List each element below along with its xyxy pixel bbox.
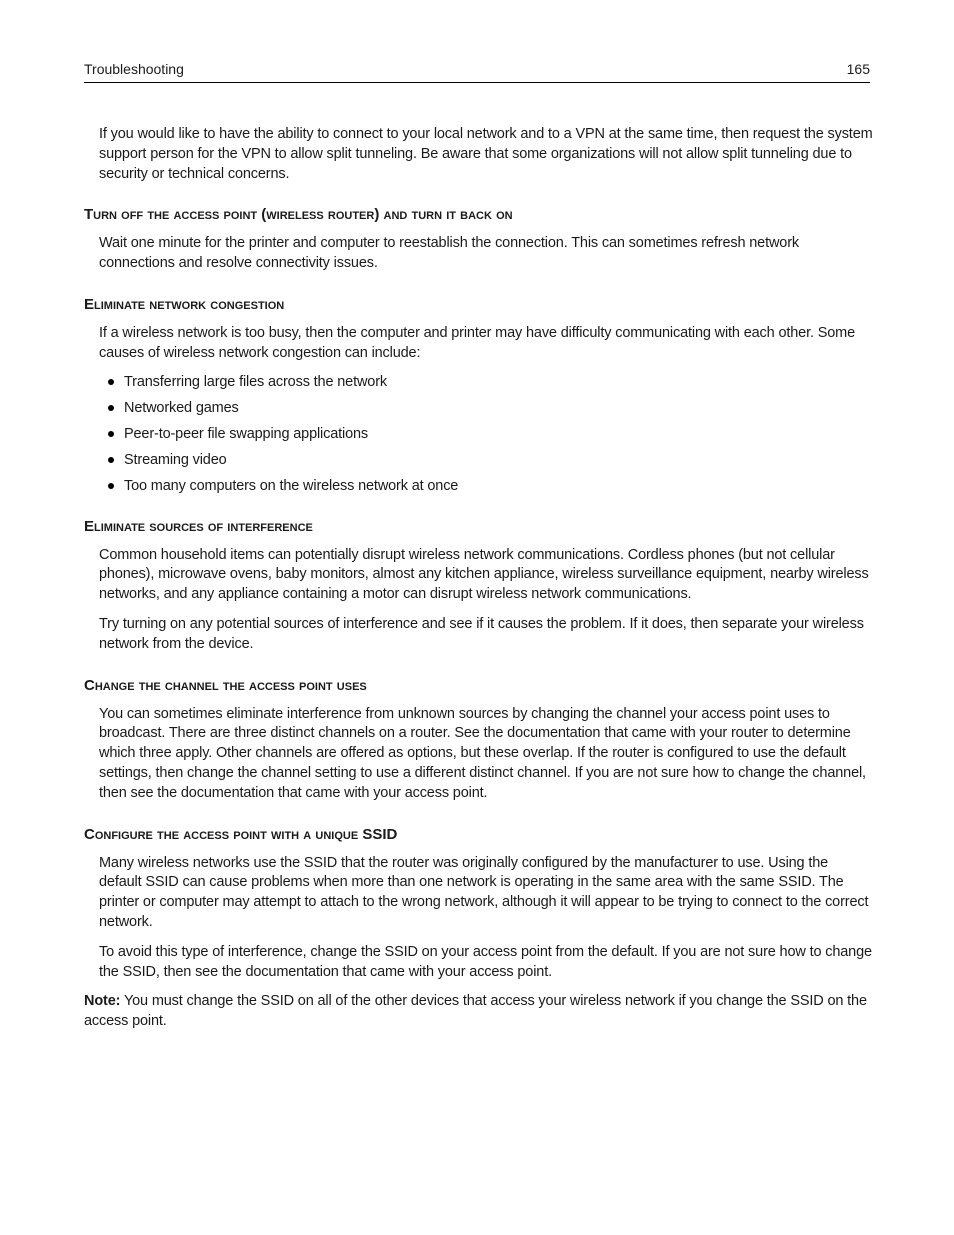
list-item-text: Peer-to-peer file swapping applications (124, 425, 369, 442)
section-paragraph: Wait one minute for the printer and computer to reestablish the connection. This can sometimes refresh network connections and resolve connectivity issues. (99, 235, 799, 272)
note-label: Note: (84, 993, 121, 1010)
list-item-text: Too many computers on the wireless network at once (124, 477, 459, 494)
note-text: You must change the SSID on all of the other devices that access your wireless network if you change the SSID on the access point. (84, 993, 867, 1030)
section-paragraph: If a wireless network is too busy, then the computer and printer may have difficulty communicating with each other. Some causes of wireless network congestion can include: (99, 324, 855, 361)
section-paragraph: To avoid this type of interference, change the SSID on your access point from the default. If you are not sure how to change the SSID, then see the documentation that came with your access point. (99, 943, 872, 980)
section-heading-eliminate-network-congestion: Eliminate network congestion (84, 295, 285, 313)
section-paragraph: Try turning on any potential sources of interference and see if it causes the problem. If it does, then separate your wireless network from the device. (99, 615, 864, 652)
section-heading-turn-off-access-point: Turn off the access point (wireless router) and turn it back on (84, 206, 513, 224)
list-item-text: Transferring large files across the network (124, 373, 387, 390)
bullet-icon (108, 483, 114, 489)
bullet-icon (108, 457, 114, 463)
list-item (104, 398, 874, 418)
header-section-title: Troubleshooting (84, 61, 184, 77)
section-paragraph: Common household items can potentially disrupt wireless network communications. Cordless phones (but not cellular phones), microwave ovens, baby monitors, almost any kitchen appliance, wireless surveillance equipment, nearby wireless networks, and any appliance containing a motor can disrupt wireless network communications. (99, 546, 869, 603)
list-item (104, 424, 874, 444)
section-paragraph: You can sometimes eliminate interference from unknown sources by changing the channel your access point uses to broadcast. There are three distinct channels on a router. See the documentation that came with your router to determine which three apply. Other channels are offered as options, but these overlap. If the router is configured to use the default settings, then change the channel setting to use a different distinct channel. If you are not sure how to change the channel, then see the documentation that came with your access point. (99, 705, 866, 801)
page-content (84, 125, 874, 1032)
bullet-icon (108, 431, 114, 437)
list-item (104, 476, 874, 496)
list-item (104, 450, 874, 470)
congestion-causes-list (84, 372, 874, 496)
page-header (84, 60, 870, 83)
note-paragraph (84, 992, 874, 1032)
section-paragraph: Many wireless networks use the SSID that the router was originally configured by the manufacturer to use. Using the default SSID can cause problems when more than one network is operating in the same area with the same SSID. The printer or computer may attempt to attach to the wrong network, although it will appear to be trying to connect to the correct network. (99, 854, 869, 930)
bullet-icon (108, 405, 114, 411)
bullet-icon (108, 379, 114, 385)
section-heading-unique-ssid: Configure the access point with a unique SSID (84, 825, 398, 843)
list-item-text: Streaming video (124, 451, 227, 468)
page-number: 165 (846, 61, 870, 77)
section-heading-eliminate-interference: Eliminate sources of interference (84, 517, 313, 535)
list-item (104, 372, 874, 392)
list-item-text: Networked games (124, 399, 239, 416)
section-heading-change-channel: Change the channel the access point uses (84, 676, 367, 694)
intro-paragraph: If you would like to have the ability to connect to your local network and to a VPN at the same time, then request the system support person for the VPN to allow split tunneling. Be aware that some organizations will not allow split tunneling due to security or technical concerns. (99, 126, 873, 182)
